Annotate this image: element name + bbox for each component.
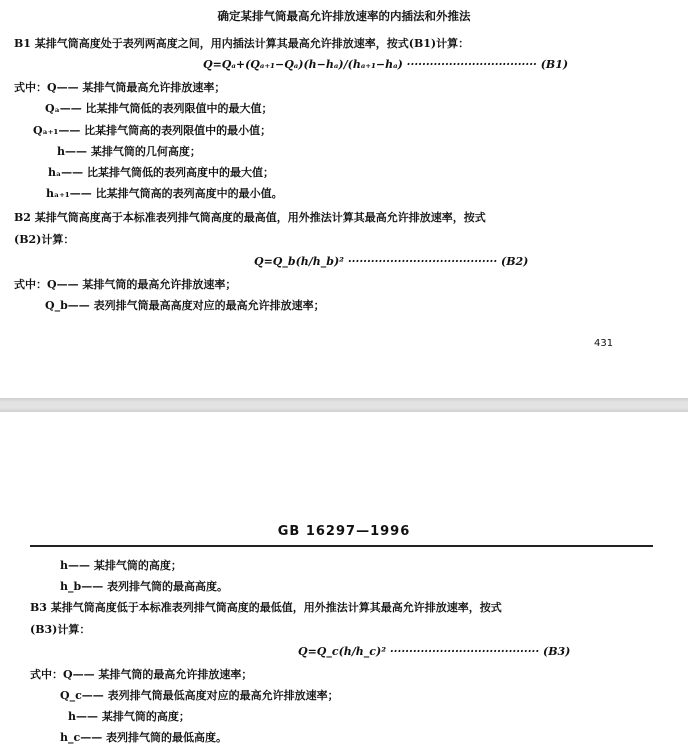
b1-var-ha: hₐ—— 比某排气筒低的表列高度中的最大值； xyxy=(48,166,274,179)
b2-var-qb: Q_b—— 表列排气筒最高高度对应的最高允许排放速率； xyxy=(45,299,325,312)
document-page-2 xyxy=(0,412,688,755)
formula-b2: Q=Q_b(h/h_b)² ······································· (B2) xyxy=(254,255,529,268)
b3-var-q: 式中：Q—— 某排气筒的最高允许排放速率； xyxy=(30,668,253,681)
page-separator xyxy=(0,398,688,412)
b2-intro-line2: (B2)计算： xyxy=(14,233,75,246)
b1-var-qa1: Qₐ₊₁—— 比某排气筒高的表列限值中的最小值； xyxy=(33,124,272,137)
page-number: 431 xyxy=(594,338,614,349)
formula-b3: Q=Q_c(h/h_c)² ······································· (B3) xyxy=(298,645,571,658)
b1-var-ha1: hₐ₊₁—— 比某排气筒高的表列高度中的最小值。 xyxy=(46,187,283,200)
header-rule xyxy=(30,545,653,547)
b3-var-qc: Q_c—— 表列排气筒最低高度对应的最高允许排放速率； xyxy=(60,689,339,702)
page-title: 确定某排气筒最高允许排放速率的内插法和外推法 xyxy=(217,9,471,23)
b3-intro-line1: B3 某排气筒高度低于本标准表列排气筒高度的最低值，用外推法计算其最高允许排放速率，按式 xyxy=(30,601,502,614)
b1-var-q: 式中：Q—— 某排气筒最高允许排放速率； xyxy=(14,81,226,94)
b2-var-hb: h_b—— 表列排气筒的最高高度。 xyxy=(60,580,229,593)
b3-intro-line2: (B3)计算： xyxy=(30,623,91,636)
b2-var-h: h—— 某排气筒的高度； xyxy=(60,559,182,572)
standard-header: GB 16297—1996 xyxy=(277,524,411,539)
b1-var-qa: Qₐ—— 比某排气筒低的表列限值中的最大值； xyxy=(45,102,273,115)
b1-var-h: h—— 某排气筒的几何高度； xyxy=(57,145,201,158)
b2-intro-line1: B2 某排气筒高度高于本标准表列排气筒高度的最高值，用外推法计算其最高允许排放速率，按式 xyxy=(14,211,486,224)
b2-var-q: 式中：Q—— 某排气筒的最高允许排放速率； xyxy=(14,278,237,291)
b1-intro: B1 某排气筒高度处于表列两高度之间，用内插法计算其最高允许排放速率，按式(B1)计算： xyxy=(14,37,470,50)
formula-b1: Q=Qₐ+(Qₐ₊₁−Qₐ)(h−hₐ)/(hₐ₊₁−hₐ) ·································· (B1) xyxy=(203,58,569,71)
b3-var-h: h—— 某排气筒的高度； xyxy=(68,710,190,723)
b3-var-hc: h_c—— 表列排气筒的最低高度。 xyxy=(60,731,228,744)
